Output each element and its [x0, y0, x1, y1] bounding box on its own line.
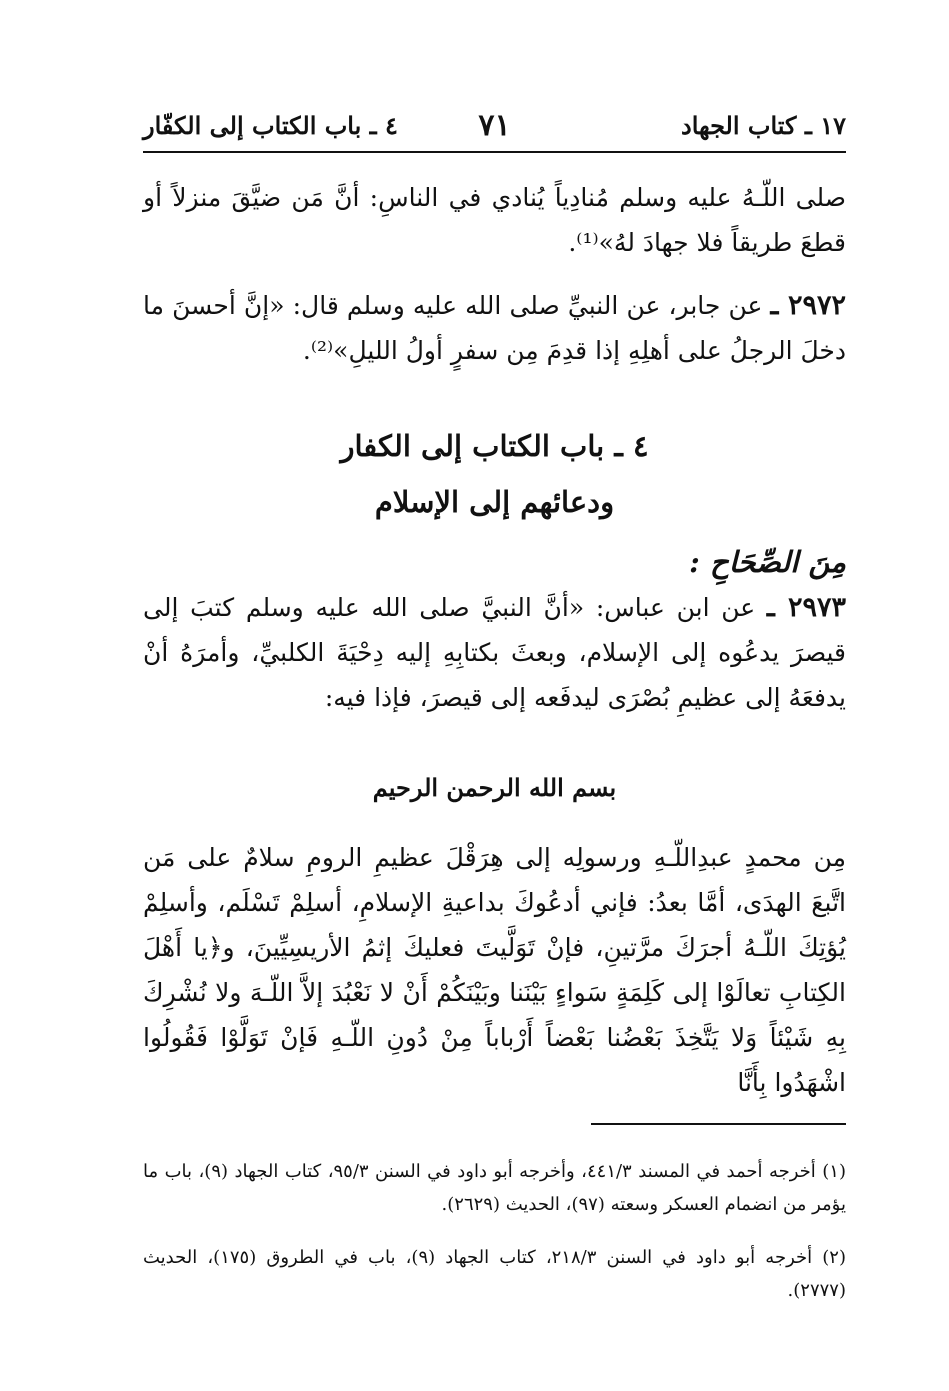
hadith-number: ٢٩٧٣ ـ [766, 592, 846, 623]
chapter-heading: ١٧ ـ كتاب الجهاد [681, 111, 846, 140]
hadith-number: ٢٩٧٢ ـ [770, 290, 846, 321]
source-label: مِنَ الصِّحَاحِ : [689, 545, 846, 579]
section-subtitle: ودعائهم إلى الإسلام [374, 485, 615, 519]
footnote-2: (٢) أخرجه أبو داود في السنن ٢١٨/٣، كتاب الجهاد (٩)، باب في الطروق (١٧٥)، الحديث (٢٧٧٧). [143, 1247, 846, 1301]
hadith-2972 [143, 283, 846, 373]
paragraph-text: صلى اللّـهُ عليه وسلم مُنادِياً يُنادي في الناسِ: أنَّ مَن ضيَّقَ منزلاً أو قطعَ طريقاً فلا جهادَ لهُ»⁽¹⁾. [143, 183, 846, 257]
paragraph-continuation [143, 175, 846, 265]
running-header [143, 108, 846, 144]
section-heading: ٤ ـ باب الكتاب إلى الكفّار [143, 111, 398, 140]
basmala: بسم الله الرحمن الرحيم [372, 773, 617, 802]
header-divider [143, 151, 846, 153]
letter-text [143, 835, 846, 1105]
footnote-1: (١) أخرجه أحمد في المسند ٤٤١/٣، وأخرجه أبو داود في السنن ٩٥/٣، كتاب الجهاد (٩)، باب ما يؤمر من انضمام العسكر وسعته (٩٧)، الحديث (٢٦٢٩). [143, 1161, 846, 1215]
hadith-text: عن ابن عباس: «أنَّ النبيَّ صلى الله عليه وسلم كتبَ إلى قيصرَ يدعُوه إلى الإسلام، وبعثَ بكتابِهِ إليه دِحْيَةَ الكلبيِّ، وأمرَهُ أنْ يدفعَهُ إلى عظيمِ بُصْرَى ليدفَعه إلى قيصرَ، فإذا فيه: [143, 593, 846, 712]
letter-body: مِن محمدٍ عبدِاللّـهِ ورسولِه إلى هِرَقْلَ عظيمِ الرومِ سلامٌ على مَن اتَّبعَ الهدَى، أمَّا بعدُ: فإني أدعُوكَ بداعيةِ الإسلامِ، أسلِمْ تَسْلَم، وأسلِمْ يُؤتِكَ اللّـهُ أجرَكَ مرَّتينِ، فإنْ تَوَلَّيتَ فعليكَ إثمُ الأريسِيِّينَ، و﴿يا أَهْلَ الكِتابِ تعالَوْا إلى كَلِمَةٍ سَواءٍ بَيْنَنا وبَيْنَكُمْ أَنْ لا نَعْبُدَ إلاَّ اللّـهَ ولا نُشْرِكَ بِهِ شَيْئاً وَلا يَتَّخِذَ بَعْضُنا بَعْضاً أَرْباباً مِنْ دُونِ اللّـهِ فَإنْ تَوَلَّوْا فَقُولُوا اشْهَدُوا بِأَنَّا [143, 843, 846, 1097]
section-title: ٤ ـ باب الكتاب إلى الكفار [340, 429, 649, 463]
footnote-divider [591, 1123, 846, 1125]
hadith-2973 [143, 585, 846, 720]
page-number: ٧١ [478, 108, 511, 143]
hadith-text: عن جابر، عن النبيِّ صلى الله عليه وسلم قال: «إنَّ أحسنَ ما دخلَ الرجلُ على أهلِهِ إذا قدِمَ مِن سفرٍ أولُ الليلِ»⁽²⁾. [143, 291, 846, 365]
